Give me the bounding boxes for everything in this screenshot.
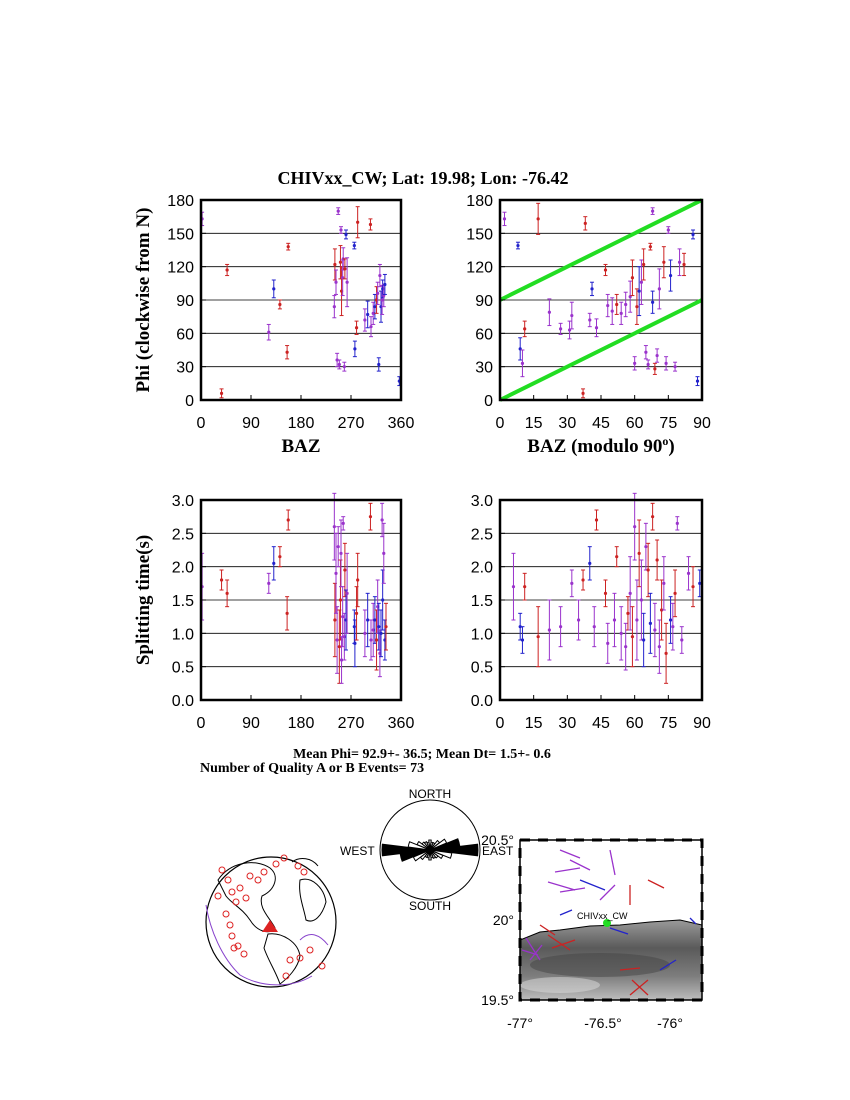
y-tick-label: 150 [466,226,493,244]
data-point [366,301,370,328]
data-point [619,607,623,660]
data-point [588,547,592,580]
data-point [536,203,540,234]
data-point [342,362,346,371]
data-point [332,296,336,318]
data-point [336,208,340,215]
data-point [588,313,592,326]
x-tick-label: 180 [287,415,315,432]
data-point [345,258,349,307]
data-point [559,607,563,647]
chart-title: CHIVxx_CW; Lat: 19.98; Lon: -76.42 [277,168,569,188]
data-point [592,607,596,647]
x-axis-label: BAZ (modulo 90$^o$) [527,434,675,457]
data-point [278,547,282,567]
y-tick-label: 30 [176,359,194,377]
y-tick-label: 1.5 [470,593,493,610]
data-point [657,269,661,309]
panel-phi-vs-baz-mod90 [466,193,711,457]
data-point [603,580,607,607]
data-point [502,212,506,225]
y-tick-label: 0.5 [470,659,493,677]
data-point [369,620,373,660]
data-point [664,357,668,370]
x-tick-label: 15 [524,715,543,732]
data-point [559,323,563,334]
x-tick-label: 75 [659,415,678,432]
data-point [523,573,527,600]
map-xtick-minus76-5: -76.5° [584,1015,622,1031]
rose-diagram [340,787,514,913]
x-tick-label: 75 [659,715,678,732]
data-point [630,260,634,296]
data-point [669,260,673,291]
green-line [500,200,702,300]
data-point [590,282,594,295]
globe-event [219,867,225,873]
y-tick-label: 2.0 [171,559,194,577]
data-point [595,319,599,337]
x-tick-label: 15 [524,415,543,432]
data-point [581,389,585,398]
data-point [520,627,524,654]
data-point [630,607,634,667]
data-point [653,603,657,656]
data-point [570,570,574,597]
data-point [353,341,357,357]
data-point [673,570,677,617]
x-tick-label: 180 [287,715,315,732]
data-point [343,543,347,596]
data-point [628,557,632,630]
stats-count-line: Number of Quality A or B Events= 73 [200,761,425,776]
data-point [378,264,382,286]
data-point [368,503,372,530]
data-point [655,349,659,362]
data-point [675,517,679,530]
y-tick-label: 0.0 [171,693,194,710]
data-point [225,264,229,275]
data-point [547,600,551,660]
data-point [518,338,522,360]
data-point [610,298,614,325]
y-tick-label: 1.5 [171,593,194,610]
x-tick-label: 0 [196,415,206,432]
y-tick-label: 1.0 [171,626,194,644]
data-point [633,493,637,560]
data-point [639,560,643,640]
data-point [657,620,661,673]
data-point [666,227,670,234]
x-axis-label: BAZ [281,436,321,457]
map-stick [600,885,615,900]
data-point [220,389,224,398]
map-stick [560,910,572,915]
rose-label-west: WEST [340,844,375,858]
y-tick-label: 120 [167,259,194,277]
data-point [220,570,224,590]
data-point [648,243,652,250]
data-point [523,321,527,337]
x-tick-label: 0 [495,415,505,432]
y-tick-label: 90 [176,293,194,310]
regional-map [481,832,702,1031]
x-tick-label: 360 [387,415,415,432]
map-ytick-20: 20° [492,912,514,928]
data-point [646,543,650,596]
rose-label-south: SOUTH [409,899,451,913]
x-tick-label: 90 [242,715,260,732]
data-point [644,346,648,359]
x-tick-label: 90 [242,415,260,432]
y-tick-label: 60 [176,326,194,344]
x-tick-label: 0 [196,715,206,732]
x-tick-label: 60 [625,715,644,732]
data-point [336,527,340,567]
y-tick-label: 0 [484,393,493,410]
data-point [339,227,343,234]
y-tick-label: 120 [466,259,493,277]
data-point [286,243,290,250]
data-point [635,289,639,325]
data-point [570,302,574,329]
globe-event [319,963,325,969]
x-tick-label: 45 [592,415,610,432]
x-tick-label: 270 [337,415,365,432]
y-axis-label: Splitting time(s) [133,534,154,666]
data-point [612,593,616,646]
data-point [341,517,345,530]
data-point [691,567,695,607]
data-point [696,377,700,386]
data-point [691,230,695,239]
y-tick-label: 180 [167,193,194,210]
data-point [651,503,655,530]
y-tick-label: 0 [185,393,194,410]
map-xtick-minus76: -76° [657,1015,683,1031]
y-tick-label: 60 [475,326,493,344]
data-point [368,219,372,230]
y-tick-label: 90 [475,293,493,310]
map-stick [548,882,575,890]
data-point [272,547,276,580]
y-tick-label: 1.0 [470,626,493,644]
data-point [619,302,623,324]
data-point [285,597,289,630]
panel-dt-vs-baz [133,493,414,732]
y-tick-label: 180 [466,193,493,210]
data-point [577,600,581,640]
data-point [520,350,524,377]
x-tick-label: 30 [558,715,577,732]
map-stick [555,868,580,872]
data-point [583,217,587,230]
map-ytick-19-5: 19.5° [481,992,514,1008]
data-point [511,553,515,620]
x-tick-label: 45 [592,715,610,732]
y-tick-label: 2.5 [171,526,194,544]
data-point [536,607,540,667]
map-stick [610,850,615,875]
data-point [628,281,632,312]
station-label: CHIVxx_CW [577,911,628,921]
y-axis-label: Phi (clockwise from N) [133,207,154,393]
data-point [267,324,271,340]
data-point [547,299,551,326]
y-tick-label: 3.0 [470,493,493,510]
data-point [225,580,229,607]
panel-dt-vs-baz-mod90 [471,493,711,732]
data-point [642,249,646,280]
data-point [633,357,637,370]
y-tick-label: 0.5 [171,659,194,677]
data-point [687,557,691,590]
data-point [662,557,666,610]
data-point [615,547,619,567]
data-point [606,623,610,663]
data-point [642,613,646,666]
y-tick-label: 0.0 [470,693,493,710]
map-stick [560,850,580,858]
data-point [651,291,655,313]
x-tick-label: 90 [693,415,711,432]
data-point [673,362,677,371]
y-tick-label: 2.0 [470,559,493,577]
x-tick-label: 90 [693,715,711,732]
data-point [635,580,639,660]
data-point [285,346,289,359]
data-point [344,230,348,239]
data-point [680,627,684,654]
x-tick-label: 360 [387,715,415,732]
x-tick-label: 60 [625,415,644,432]
data-point [664,623,668,683]
data-point [516,242,520,249]
data-point [377,358,381,371]
data-point [595,510,599,530]
rose-label-east: EAST [482,844,514,858]
data-point [603,264,607,275]
data-point [653,363,657,374]
map-xtick-minus77: -77° [507,1015,533,1031]
data-point [581,570,585,590]
data-point [646,360,650,369]
data-point [355,321,359,334]
data-point [644,523,648,570]
stats-mean-line: Mean Phi= 92.9+- 36.5; Mean Dt= 1.5+- 0.6 [293,747,551,762]
data-point [655,540,659,580]
green-line [500,300,702,400]
globe-map [206,855,336,987]
data-point [286,510,290,530]
data-point [278,300,282,309]
data-point [267,573,271,593]
data-point [637,520,641,587]
y-tick-label: 2.5 [470,526,493,544]
map-ytick-20-5: 20.5° [481,832,514,848]
data-point [651,208,655,215]
map-stick [648,880,664,888]
rose-label-north: NORTH [408,787,452,801]
data-point [606,294,610,316]
data-point [626,597,630,630]
data-point [662,247,666,278]
data-point [615,294,619,314]
panel-phi-vs-baz [133,193,414,457]
data-point [648,593,652,653]
x-tick-label: 0 [495,715,505,732]
data-point [272,280,276,298]
data-point [352,610,356,643]
data-point [678,249,682,276]
y-tick-label: 3.0 [171,493,194,510]
data-point [624,292,628,316]
data-point [352,242,356,249]
x-tick-label: 30 [558,415,577,432]
data-point [363,610,367,657]
y-tick-label: 150 [167,226,194,244]
data-point [568,321,572,339]
y-tick-label: 30 [475,359,493,377]
data-point [682,253,686,275]
x-tick-label: 270 [337,715,365,732]
data-point [637,267,641,316]
